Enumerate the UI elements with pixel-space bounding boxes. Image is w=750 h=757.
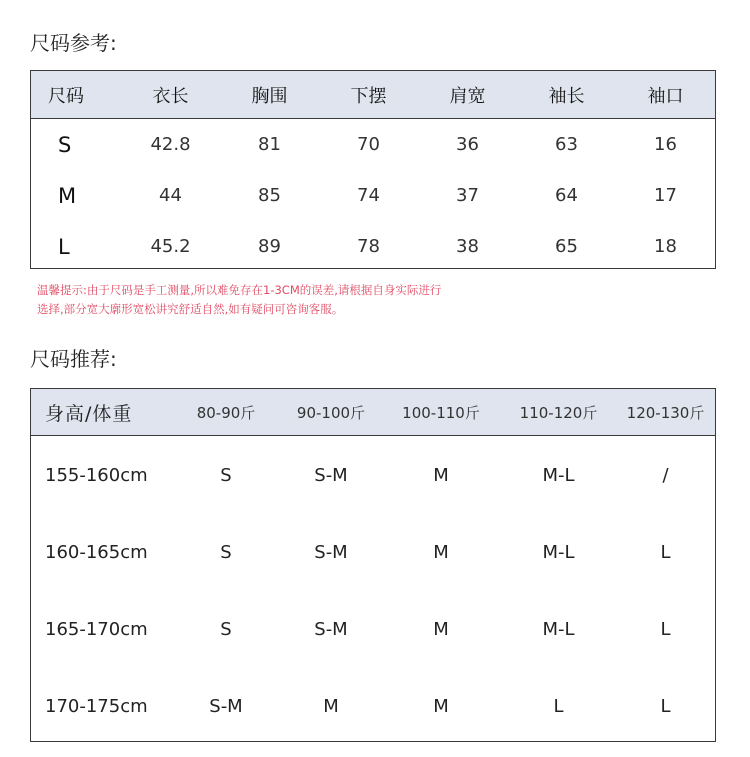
header-weight-range: 120-130斤 bbox=[626, 403, 705, 422]
cell: 38 bbox=[456, 236, 479, 257]
cell: S bbox=[220, 465, 232, 486]
header-cuff: 袖口 bbox=[647, 85, 684, 107]
table-row bbox=[31, 170, 715, 221]
header-weight-range: 100-110斤 bbox=[402, 403, 480, 422]
cell: 36 bbox=[456, 134, 479, 155]
cell: M bbox=[58, 183, 77, 208]
cell: 45.2 bbox=[150, 236, 191, 257]
cell: M bbox=[433, 696, 449, 717]
cell: 81 bbox=[258, 134, 281, 155]
measurement-note bbox=[37, 281, 557, 319]
cell: M-L bbox=[542, 542, 575, 563]
cell: L bbox=[660, 542, 671, 563]
cell: M bbox=[433, 542, 449, 563]
cell: S bbox=[220, 619, 232, 640]
header-weight-range: 110-120斤 bbox=[519, 403, 598, 422]
cell: L bbox=[660, 696, 671, 717]
cell: 78 bbox=[357, 236, 380, 257]
cell: M-L bbox=[542, 465, 575, 486]
size-reference-heading: 尺码参考: bbox=[30, 31, 117, 55]
header-shoulder: 肩宽 bbox=[449, 85, 486, 107]
cell: 17 bbox=[654, 185, 677, 206]
note-line-2: 选择,部分宽大廓形宽松讲究舒适自然,如有疑问可咨询客服。 bbox=[37, 302, 344, 316]
cell: 16 bbox=[654, 134, 677, 155]
table-row bbox=[31, 119, 715, 170]
size-recommend-table bbox=[30, 388, 716, 742]
cell: S-M bbox=[314, 465, 348, 486]
cell: 74 bbox=[357, 185, 380, 206]
cell: 63 bbox=[555, 134, 578, 155]
table-row bbox=[31, 668, 715, 745]
height-cell: 165-170cm bbox=[45, 619, 148, 640]
cell: 85 bbox=[258, 185, 281, 206]
cell: M bbox=[433, 465, 449, 486]
size-recommend-heading: 尺码推荐: bbox=[30, 347, 117, 371]
cell: S-M bbox=[209, 696, 243, 717]
size-reference-table bbox=[30, 70, 716, 269]
cell: 65 bbox=[555, 236, 578, 257]
cell: L bbox=[660, 619, 671, 640]
table-row bbox=[31, 221, 715, 272]
cell: S bbox=[58, 132, 72, 157]
cell: S-M bbox=[314, 619, 348, 640]
header-size: 尺码 bbox=[48, 85, 84, 107]
height-cell: 160-165cm bbox=[45, 542, 148, 563]
cell: S-M bbox=[314, 542, 348, 563]
header-length: 衣长 bbox=[152, 85, 189, 107]
cell: 42.8 bbox=[150, 134, 191, 155]
note-line-1: 温馨提示:由于尺码是手工测量,所以难免存在1-3CM的误差,请根据自身实际进行 bbox=[37, 283, 442, 297]
cell: 89 bbox=[258, 236, 281, 257]
cell: L bbox=[553, 696, 564, 717]
header-sleeve-length: 袖长 bbox=[548, 85, 585, 107]
cell: S bbox=[220, 542, 232, 563]
cell: M-L bbox=[542, 619, 575, 640]
cell: 44 bbox=[159, 185, 182, 206]
table-header bbox=[31, 389, 715, 436]
table-row bbox=[31, 514, 715, 591]
cell: L bbox=[58, 234, 70, 259]
header-weight-range: 90-100斤 bbox=[296, 403, 366, 422]
header-hem: 下摆 bbox=[350, 85, 387, 107]
header-chest: 胸围 bbox=[251, 85, 288, 107]
cell: 18 bbox=[654, 236, 677, 257]
cell: 70 bbox=[357, 134, 380, 155]
cell: / bbox=[662, 465, 669, 486]
cell: M bbox=[323, 696, 339, 717]
table-row bbox=[31, 591, 715, 668]
cell: 37 bbox=[456, 185, 479, 206]
header-weight-range: 80-90斤 bbox=[196, 403, 256, 422]
cell: 64 bbox=[555, 185, 578, 206]
height-cell: 170-175cm bbox=[45, 696, 148, 717]
table-row bbox=[31, 437, 715, 514]
table-header bbox=[31, 71, 715, 119]
height-cell: 155-160cm bbox=[45, 465, 148, 486]
header-height-weight: 身高/体重 bbox=[45, 402, 133, 425]
cell: M bbox=[433, 619, 449, 640]
